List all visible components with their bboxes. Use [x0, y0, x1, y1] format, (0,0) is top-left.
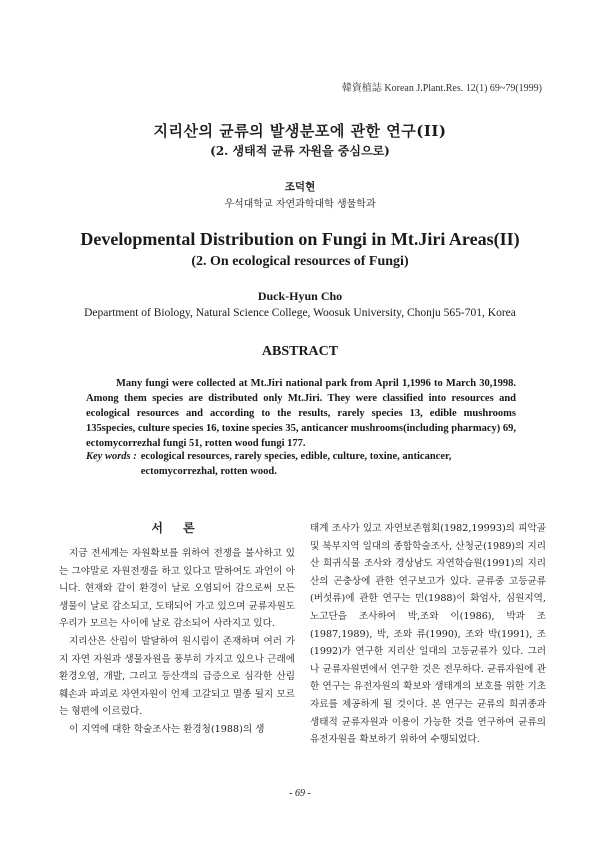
- intro-paragraph-2: 지리산은 산림이 발달하여 원시림이 존재하며 여러 가지 자연 자원과 생물자원을 풍부히 가지고 있으나 근래에 환경오염, 개발, 그리고 등산객의 급증으로 심각한 산림훼손과 파괴로 자연자원이 언제 고갈되고 멸종 될지 모르는 형편에 이르렀다.: [59, 635, 295, 718]
- korean-title: 지리산의 균류의 발생분포에 관한 연구(II): [153, 122, 447, 140]
- left-column: [59, 545, 295, 739]
- right-column: [310, 520, 546, 749]
- keywords-label: Key words :: [86, 451, 137, 462]
- korean-author: 조덕현: [284, 181, 316, 193]
- korean-subtitle: (2. 생태적 균류 자원을 중심으로): [210, 144, 390, 158]
- page-number: - 69 -: [289, 788, 311, 799]
- keywords-block: [86, 449, 516, 479]
- intro-paragraph-3: 이 지역에 대한 학술조사는 환경청(1988)의 생: [69, 723, 265, 735]
- intro-paragraph-continued: 태계 조사가 있고 자연보존협회(1982,19993)의 피악골 및 북부지역 일대의 종합학술조사, 산청군(1989)의 지리산 희귀식물 조사와 경상남도 자연학습원(1991)의 지리산의 곤충상에 관한 연구보고가 있다. 균류중 고등균류(버섯류)에 관한 연구는 민(1988)이 화엄사, 심원지역, 노고단을 조사하여 박,조와 이(1986), 박과 조(1987,1989), 박, 조와 류(1990), 조와 박(1991), 조(1992)가 연구한 지리산 일대의 고등균류가 있다. 그러나 균류자원면에서 연구한 것은 전무하다. 균류자원에 관한 연구는 유전자원의 확보와 생태계의 보호를 위한 기초자료를 제공하게 될 것이다. 본 연구는 균류의 희귀종과 생태적 균류자원과 이용이 가능한 것을 연구하여 균류의 유전자원을 확보하기 위하여 수행되었다.: [310, 523, 546, 746]
- english-affiliation: Department of Biology, Natural Science College, Woosuk University, Chonju 565-701, Korea: [84, 307, 516, 319]
- running-head: 韓資植誌 Korean J.Plant.Res. 12(1) 69~79(1999): [341, 83, 542, 94]
- english-subtitle: (2. On ecological resources of Fungi): [191, 254, 409, 269]
- keywords-text: ecological resources, rarely species, edible, culture, toxine, anticancer, ectomycorrezhal, rotten wood.: [140, 451, 452, 477]
- introduction-heading: 서 론: [151, 521, 203, 535]
- abstract-heading: ABSTRACT: [261, 344, 339, 359]
- english-author: Duck-Hyun Cho: [257, 289, 343, 303]
- intro-paragraph-1: 지금 전세계는 자원확보를 위하여 전쟁을 불사하고 있는 그야말로 자원전쟁을 하고 있다고 말하여도 과언이 아니다. 현재와 같이 환경이 날로 오염되어 감으로써 모든 생물이 날로 감소되고, 도태되어 가고 있으며 균류자원도 우리가 모르는 사이에 날로 감소되어 사라지고 있다.: [59, 548, 295, 630]
- english-title: Developmental Distribution on Fungi in Mt.Jiri Areas(II): [80, 229, 520, 249]
- abstract-body: Many fungi were collected at Mt.Jiri national park from April 1,1996 to March 30,1998. Among them species are distributed only Mt.Jiri. They were classified into resources and ecological resources and according to the results, rarely species 13, edible mushrooms 135species, culture species 16, toxine species 35, anticancer mushrooms(including pharmacy) 69, ectomycorrezhal fungi 51, rotten wood fungi 177.: [86, 378, 516, 449]
- korean-affiliation: 우석대학교 자연과학대학 생물학과: [224, 199, 376, 210]
